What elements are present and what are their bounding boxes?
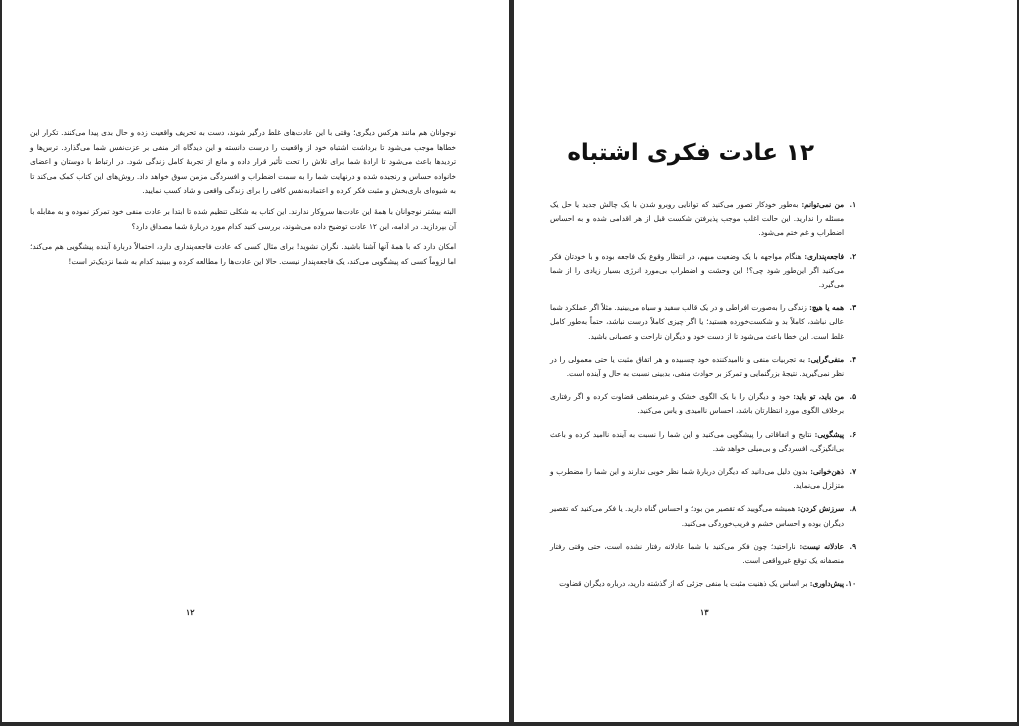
item-text: خود و دیگران را با یک الگوی خشک و غیرمنطقی قضاوت کرده و اگر رفتاری برخلاف الگوی مورد انتظارتان باشد، احساس ناامیدی و یاس می‌کنید. <box>550 392 844 416</box>
item-term: منفی‌گرایی: <box>807 354 844 364</box>
item-text: به تجربیات منفی و ناامیدکننده خود چسبیده و هر اتفاق مثبت یا حتی معمولی را در نظر نمی‌گیرید. نتیجهٔ بزرگنمایی و تمرکز بر حوادث منفی، بدبینی نسبت به حال و آینده است. <box>550 354 844 379</box>
item-term: همه یا هیچ: <box>809 303 844 313</box>
item-text: همیشه می‌گویید که تقصیر من بود؛ و احساس گناه دارید. یا فکر می‌کنید که تقصیر دیگران بوده و احساس خشم و فریب‌خوردگی می‌کنید. <box>550 504 844 528</box>
item-number: ۲. <box>849 251 856 261</box>
list-item <box>550 428 856 456</box>
item-text: هنگام مواجهه با یک وضعیت مبهم، در انتظار وقوع یک فاجعه بوده و با خودتان فکر می‌کنید اگر این‌طور شود چی؟! این وحشت و اضطراب بی‌مورد انرژی بسیار زیادی را از شما می‌گیرد. <box>550 251 844 290</box>
item-number: ۸. <box>849 504 856 514</box>
item-number: ۴. <box>849 354 856 364</box>
item-text: نتایج و اتفاقاتی را پیشگویی می‌کنید و این شما را نسبت به آینده ناامید کرده و باعث بی‌انگیزگی، افسردگی و بی‌میلی خواهد شد. <box>550 429 844 453</box>
item-term: عادلانه نیست: <box>799 541 844 551</box>
item-number: ۱۰. <box>845 579 856 589</box>
item-number: ۹. <box>849 541 856 551</box>
item-term: فاجعه‌پنداری: <box>804 251 844 261</box>
page-number: ۱۲ <box>186 607 195 617</box>
item-text: به‌طور خودکار تصور می‌کنید که توانایی روبرو شدن با یک چالش جدید یا حل یک مسئله را ندارید. این حالت اغلب موجب پذیرفتن شکست قبل از هر اقدامی شده و به احساس اضطراب و غم ختم می‌شود. <box>550 200 844 238</box>
item-term: من باید، تو باید: <box>793 392 844 402</box>
item-term: من نمی‌توانم: <box>801 200 844 209</box>
list-item <box>550 250 856 293</box>
item-text: زندگی را به‌صورت افراطی و در یک قالب سفید و سیاه می‌بینید. مثلاً اگر عملکرد شما عالی نباشد، کاملاً بد و شکست‌خورده هستید؛ یا اگر چیزی کاملاً درست نباشد، حتماً به‌طور کامل غلط است. این خطا باعث می‌شود تا از دست خود و دیگران ناراحت و عصبانی باشید. <box>550 303 844 341</box>
list-item <box>550 198 856 241</box>
page-number: ۱۳ <box>700 607 709 617</box>
item-text: بدون دلیل می‌دانید که دیگران دربارهٔ شما نظر خوبی ندارند و این شما را مضطرب و متزلزل می‌نماید. <box>550 467 844 491</box>
list-item <box>550 301 856 344</box>
item-term: سرزنش کردن: <box>797 504 844 514</box>
habit-list <box>550 198 856 600</box>
left-page <box>2 0 509 722</box>
list-item <box>550 502 856 530</box>
chapter-title: ۱۲ عادت فکری اشتباه <box>567 140 814 166</box>
paragraph: البته بیشتر نوجوانان با همهٔ این عادت‌ها سروکار ندارند. این کتاب به شکلی تنظیم شده تا ابتدا بر عادت منفی خود تمرکز نموده و به مقابله با آن بپردازید. در ادامه، این ۱۲ عادت توضیح داده می‌شوند، بررسی کنید کدام مورد دربارهٔ شما مصداق دارد؟ <box>30 206 456 231</box>
item-term: پیش‌داوری: <box>809 579 844 589</box>
item-number: ۷. <box>849 467 856 477</box>
item-number: ۵. <box>849 392 856 402</box>
list-item <box>550 540 856 568</box>
list-item <box>550 353 856 381</box>
item-number: ۶. <box>849 429 856 439</box>
list-item <box>550 577 856 591</box>
item-text: بر اساس یک ذهنیت مثبت یا منفی جزئی که از گذشته دارید، درباره دیگران قضاوت <box>559 579 810 589</box>
item-term: پیشگویی: <box>814 429 844 439</box>
item-number: ۱. <box>849 200 856 209</box>
item-number: ۳. <box>849 303 856 313</box>
right-page <box>514 0 1017 722</box>
list-item <box>550 465 856 493</box>
paragraph: امکان دارد که با همهٔ آنها آشنا باشید. نگران نشوید! برای مثال کسی که عادت فاجعه‌پنداری دارد، احتمالاً دربارهٔ آینده پیشگویی هم می‌کند؛ اما لزوماً کسی که پیشگویی می‌کند، یک فاجعه‌پندار نیست. حالا این عادت‌ها را مطالعه کرده و ببینید کدام به شما نزدیک‌تر است! <box>30 242 456 266</box>
paragraph: نوجوانان هم مانند هرکس دیگری؛ وقتی با این عادت‌های غلط درگیر شوند، دست به تحریف واقعیت زده و حال بدی پیدا می‌کنند. تکرار این خطاها موجب می‌شود تا برداشت اشتباه خود از واقعیت را درست دانسته و این دیدگاه اثر منفی بر عزت‌نفس شما می‌گذارد. ترس‌ها و تردیدها باعث می‌شود تا ارادهٔ شما برای تلاش را تحت تأثیر قرار داده و مانع از تجربهٔ کامل زندگی شود. در ارتباط با دوستان و اعضای خانواده حساس و رنجیده شده و درنهایت شما را به سمت اضطراب و افسردگی مزمن سوق خواهد داد. روش‌های این کتاب کمک می‌کند تا به شیوه‌ای باری‌بخش و مثبت فکر کرده و اعتمادبه‌نفس کافی را برای زندگی واقعی و شاد کسب نمایید. <box>30 128 456 196</box>
left-page-body <box>30 126 456 275</box>
list-item <box>550 390 856 418</box>
item-text: ناراحتید؛ چون فکر می‌کنید با شما عادلانه رفتار نشده است، حتی وقتی رفتار منصفانه یک توقع غیرواقعی است. <box>550 541 844 566</box>
item-term: ذهن‌خوانی: <box>810 467 844 477</box>
